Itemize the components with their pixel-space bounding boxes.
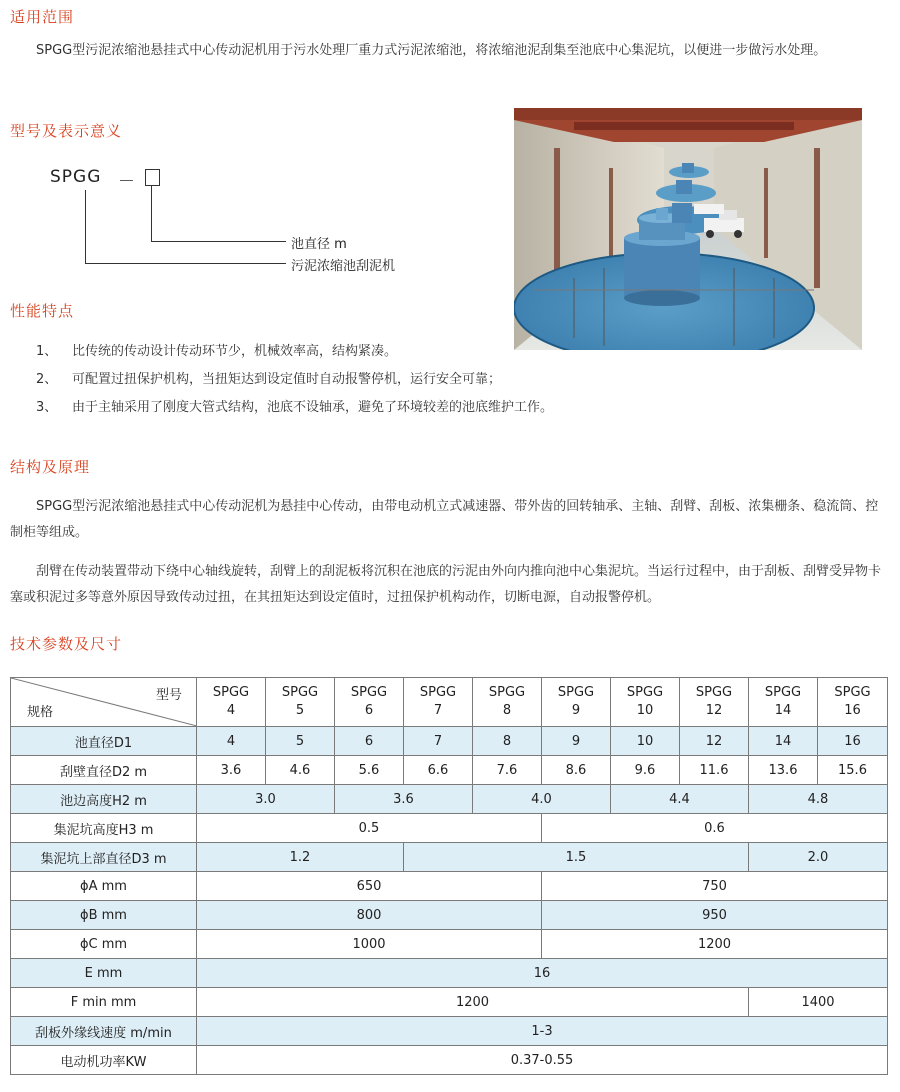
spec-table	[10, 677, 888, 1075]
model-name: SPGG	[695, 685, 733, 700]
header-model-cell	[611, 678, 680, 727]
table-row	[11, 843, 888, 872]
model-name: SPGG	[764, 685, 802, 700]
product-photo	[514, 108, 862, 350]
structure-paragraph-1	[10, 494, 890, 546]
model-number: 5	[295, 703, 305, 718]
model-name: SPGG	[834, 685, 871, 700]
table-cell: 4.0	[473, 785, 611, 814]
thickener-hall-image	[514, 108, 862, 350]
structure-paragraph-2	[10, 559, 890, 611]
row-label: F min mm	[11, 988, 197, 1017]
header-model-cell	[404, 678, 473, 727]
table-row	[11, 901, 888, 930]
section-title-params: 技术参数及尺寸	[10, 635, 123, 653]
table-row	[11, 930, 888, 959]
feature-num: 2、	[36, 372, 58, 387]
table-row	[11, 872, 888, 901]
table-cell: 16	[197, 959, 888, 988]
features-list	[36, 338, 553, 422]
header-model-cell	[818, 678, 888, 727]
table-cell: 3.0	[197, 785, 335, 814]
section-title-features: 性能特点	[10, 302, 75, 320]
scope-paragraph	[10, 38, 890, 64]
table-row	[11, 1017, 888, 1046]
table-row	[11, 959, 888, 988]
table-cell: 750	[542, 872, 888, 901]
section-title-structure: 结构及原理	[10, 458, 91, 476]
section-title-model: 型号及表示意义	[10, 122, 123, 140]
table-cell: 650	[197, 872, 542, 901]
table-cell: 10	[611, 727, 680, 756]
model-number: 8	[502, 703, 512, 718]
table-cell: 1200	[542, 930, 888, 959]
table-cell: 11.6	[680, 756, 749, 785]
diameter-placeholder-box	[145, 169, 160, 186]
header-model-cell	[266, 678, 335, 727]
model-number: 12	[705, 703, 723, 718]
table-cell: 800	[197, 901, 542, 930]
model-name: SPGG	[350, 685, 388, 700]
table-cell: 5.6	[335, 756, 404, 785]
table-cell: 4.4	[611, 785, 749, 814]
table-cell: 8	[473, 727, 542, 756]
table-cell: 9.6	[611, 756, 680, 785]
feature-text: 可配置过扭保护机构，当扭矩达到设定值时自动报警停机，运行安全可靠；	[72, 372, 502, 387]
table-cell: 4	[197, 727, 266, 756]
table-cell: 13.6	[749, 756, 818, 785]
table-row	[11, 785, 888, 814]
header-spec-label: 规格	[27, 705, 54, 720]
table-cell: 1000	[197, 930, 542, 959]
row-label: E mm	[11, 959, 197, 988]
table-cell: 1200	[197, 988, 749, 1017]
model-number: 9	[571, 703, 581, 718]
feature-num: 1、	[36, 344, 58, 359]
feature-text: 由于主轴采用了刚度大管式结构，池底不设轴承，避免了环境较差的池底维护工作。	[72, 400, 554, 415]
model-number: 16	[844, 703, 861, 718]
section-title-scope: 适用范围	[10, 8, 75, 26]
model-number: 7	[433, 703, 443, 718]
table-cell: 0.6	[542, 814, 888, 843]
table-cell: 5	[266, 727, 335, 756]
row-label: 刮板外缘线速度 m/min	[11, 1017, 197, 1046]
table-cell: 8.6	[542, 756, 611, 785]
machine-horizontal-line	[85, 263, 286, 264]
table-cell: 14	[749, 727, 818, 756]
table-row	[11, 1046, 888, 1075]
table-cell: 4.8	[749, 785, 888, 814]
header-model-cell	[473, 678, 542, 727]
table-row	[11, 756, 888, 785]
model-name: SPGG	[488, 685, 526, 700]
model-name: SPGG	[419, 685, 457, 700]
table-cell: 6	[335, 727, 404, 756]
diameter-horizontal-line	[151, 241, 286, 242]
row-label: 集泥坑上部直径D3 m	[11, 843, 197, 872]
table-cell: 1.5	[404, 843, 749, 872]
model-dash: －	[118, 172, 136, 192]
table-row	[11, 727, 888, 756]
table-cell: 1-3	[197, 1017, 888, 1046]
table-cell: 16	[818, 727, 888, 756]
table-cell: 12	[680, 727, 749, 756]
header-model-label: 型号	[155, 688, 182, 703]
header-model-cell	[335, 678, 404, 727]
row-label: 集泥坑高度H3 m	[11, 814, 197, 843]
feature-item-1	[36, 338, 553, 366]
row-label: 刮壁直径D2 m	[11, 756, 197, 785]
structure-text-2: 刮臂在传动装置带动下绕中心轴线旋转，刮臂上的刮泥板将沉积在池底的污泥由外向内推向池中心集泥坑。当运行过程中，由于刮板、刮臂受异物卡塞或积泥过多等意外原因导致传动过扭，在其扭矩达到设定值时，过扭保护机构动作，切断电源，自动报警停机。	[10, 564, 882, 605]
model-number: 10	[636, 703, 654, 718]
header-model-cell	[542, 678, 611, 727]
feature-item-3	[36, 394, 553, 422]
row-label: 电动机功率KW	[11, 1046, 197, 1075]
table-cell: 2.0	[749, 843, 888, 872]
table-header-row	[11, 678, 888, 727]
header-model-cell	[680, 678, 749, 727]
machine-vertical-line	[85, 190, 86, 264]
model-number: 14	[774, 703, 792, 718]
model-name: SPGG	[281, 685, 319, 700]
header-model-cell	[197, 678, 266, 727]
table-cell: 6.6	[404, 756, 473, 785]
table-cell: 3.6	[197, 756, 266, 785]
feature-item-2	[36, 366, 553, 394]
table-cell: 1.2	[197, 843, 404, 872]
row-label: 池直径D1	[11, 727, 197, 756]
row-label: ϕA mm	[11, 872, 197, 901]
table-cell: 3.6	[335, 785, 473, 814]
table-cell: 950	[542, 901, 888, 930]
table-row	[11, 988, 888, 1017]
label-machine: 污泥浓缩池刮泥机	[291, 259, 396, 274]
table-cell: 9	[542, 727, 611, 756]
label-diameter: 池直径 m	[291, 237, 347, 252]
model-name: SPGG	[557, 685, 595, 700]
table-cell: 7.6	[473, 756, 542, 785]
table-cell: 15.6	[818, 756, 888, 785]
diameter-vertical-line	[151, 186, 152, 242]
row-label: ϕC mm	[11, 930, 197, 959]
feature-num: 3、	[36, 400, 58, 415]
model-name: SPGG	[212, 685, 250, 700]
table-cell: 0.37-0.55	[197, 1046, 888, 1075]
structure-text-1: SPGG型污泥浓缩池悬挂式中心传动泥机为悬挂中心传动，由带电动机立式减速器、带外齿的回转轴承、主轴、刮臂、刮板、浓集栅条、稳流筒、控制柜等组成。	[10, 499, 879, 540]
model-number: 4	[226, 703, 236, 718]
model-name: SPGG	[626, 685, 664, 700]
table-cell: 4.6	[266, 756, 335, 785]
table-cell: 1400	[749, 988, 888, 1017]
row-label: 池边高度H2 m	[11, 785, 197, 814]
row-label: ϕB mm	[11, 901, 197, 930]
table-row	[11, 814, 888, 843]
feature-text: 比传统的传动设计传动环节少，机械效率高，结构紧凑。	[72, 344, 398, 359]
header-model-cell	[749, 678, 818, 727]
header-corner-cell	[11, 678, 197, 727]
table-cell: 7	[404, 727, 473, 756]
table-cell: 0.5	[197, 814, 542, 843]
scope-text: SPGG型污泥浓缩池悬挂式中心传动泥机用于污水处理厂重力式污泥浓缩池，将浓缩池泥刮集至池底中心集泥坑，以便进一步做污水处理。	[36, 43, 827, 58]
model-number: 6	[364, 703, 374, 718]
model-code: SPGG	[50, 167, 102, 187]
